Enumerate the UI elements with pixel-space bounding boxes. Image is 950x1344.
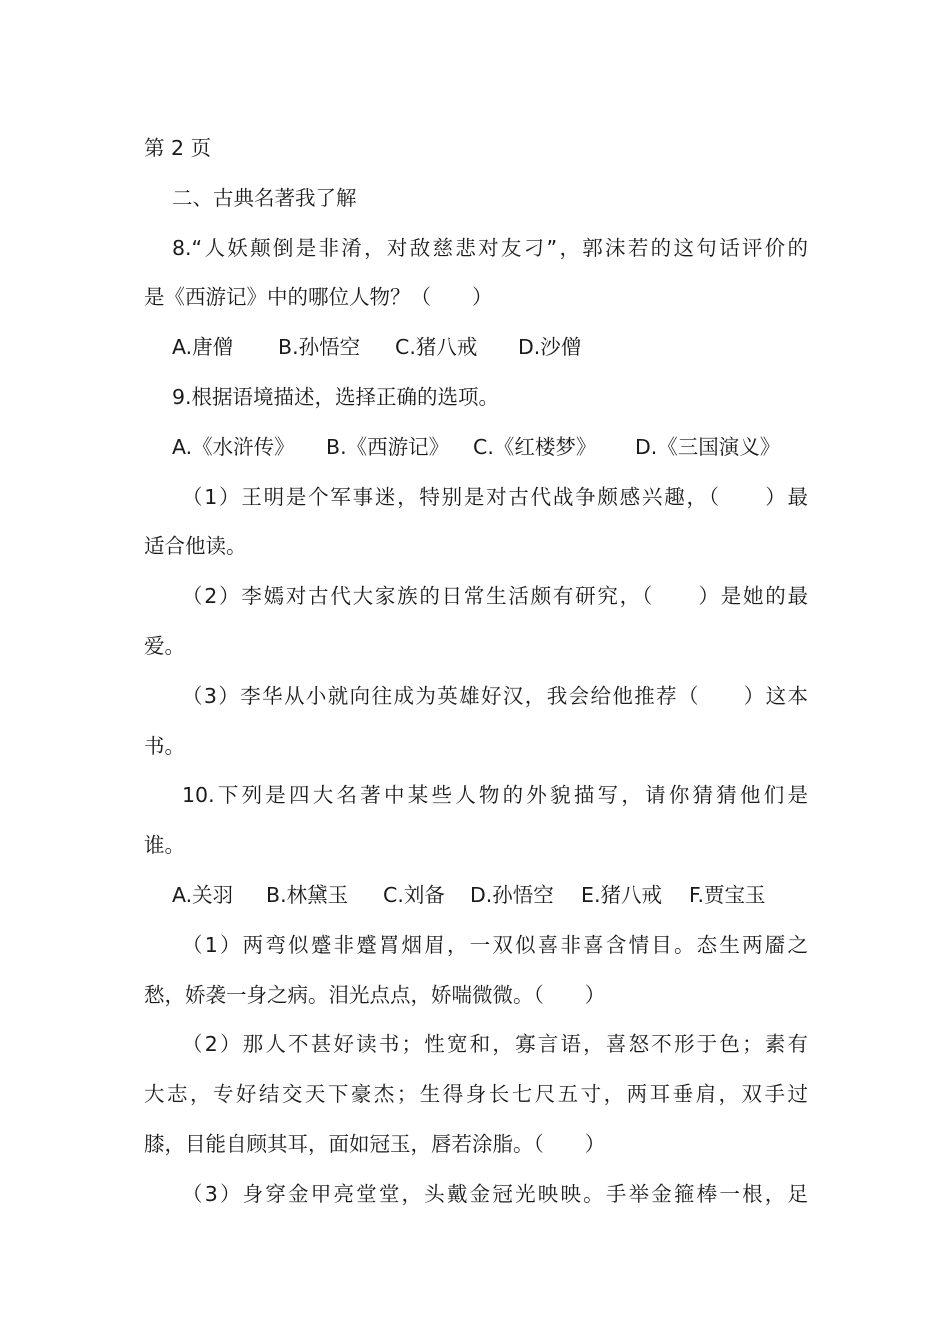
q8-option-b: B.孙悟空 [278, 335, 361, 360]
q9-sub1-line1: （1）王明是个军事迷，特别是对古代战争颇感兴趣，（ ）最 [182, 484, 808, 509]
q10-sub1-line2: 愁，娇袭一身之病。泪光点点，娇喘微微。（ ） [144, 982, 606, 1007]
page-header: 第 2 页 [144, 136, 212, 160]
q10-sub2-line2: 大志，专好结交天下豪杰；生得身长七尺五寸，两耳垂肩，双手过 [144, 1082, 808, 1107]
q9-sub2-line2: 爱。 [144, 633, 185, 658]
q10-option-f: F.贾宝玉 [689, 882, 766, 907]
q9-option-b: B.《西游记》 [326, 434, 450, 459]
q10-sub3-line1: （3）身穿金甲亮堂堂，头戴金冠光映映。手举金箍棒一根，足 [182, 1181, 808, 1206]
q9-sub3-line1: （3）李华从小就向往成为英雄好汉，我会给他推荐（ ）这本 [182, 683, 808, 708]
q10-stem-line2: 谁。 [144, 833, 185, 858]
q9-stem: 9.根据语境描述，选择正确的选项。 [172, 384, 500, 409]
q10-option-a: A.关羽 [172, 882, 234, 907]
section-title: 二、古典名著我了解 [172, 185, 357, 210]
q8-option-d: D.沙僧 [518, 335, 582, 360]
q10-option-d: D.孙悟空 [470, 882, 554, 907]
q10-option-c: C.刘备 [383, 882, 445, 907]
page-content [144, 124, 808, 1220]
q10-option-e: E.猪八戒 [581, 882, 662, 907]
q9-sub2-line1: （2）李嫣对古代大家族的日常生活颇有研究，（ ）是她的最 [182, 584, 808, 609]
q10-sub2-line3: 膝，目能自顾其耳，面如冠玉，唇若涂脂。（ ） [144, 1131, 606, 1156]
q8-stem-line1: 8.“人妖颠倒是非淆，对敌慈悲对友刁”，郭沫若的这句话评价的 [172, 235, 808, 260]
q8-option-a: A.唐僧 [172, 335, 234, 360]
q10-sub1-line1: （1）两弯似蹙非蹙罥烟眉，一双似喜非喜含情目。态生两靥之 [182, 932, 808, 957]
q10-options [144, 871, 808, 921]
q8-options [144, 323, 808, 373]
q9-sub1-line2: 适合他读。 [144, 534, 247, 559]
q9-option-c: C.《红楼梦》 [473, 434, 597, 459]
q10-stem-line1: 10.下列是四大名著中某些人物的外貌描写，请你猜猜他们是 [182, 783, 808, 808]
q10-option-b: B.林黛玉 [266, 882, 349, 907]
q8-option-c: C.猪八戒 [395, 335, 478, 360]
q10-sub2-line1: （2）那人不甚好读书；性宽和，寡言语，喜怒不形于色；素有 [182, 1032, 808, 1057]
q9-sub3-line2: 书。 [144, 733, 185, 758]
q9-options [144, 423, 808, 473]
q9-option-a: A.《水浒传》 [172, 434, 295, 459]
q8-stem-line2: 是《西游记》中的哪位人物？（ ） [144, 285, 493, 310]
q9-option-d: D.《三国演义》 [635, 434, 781, 459]
